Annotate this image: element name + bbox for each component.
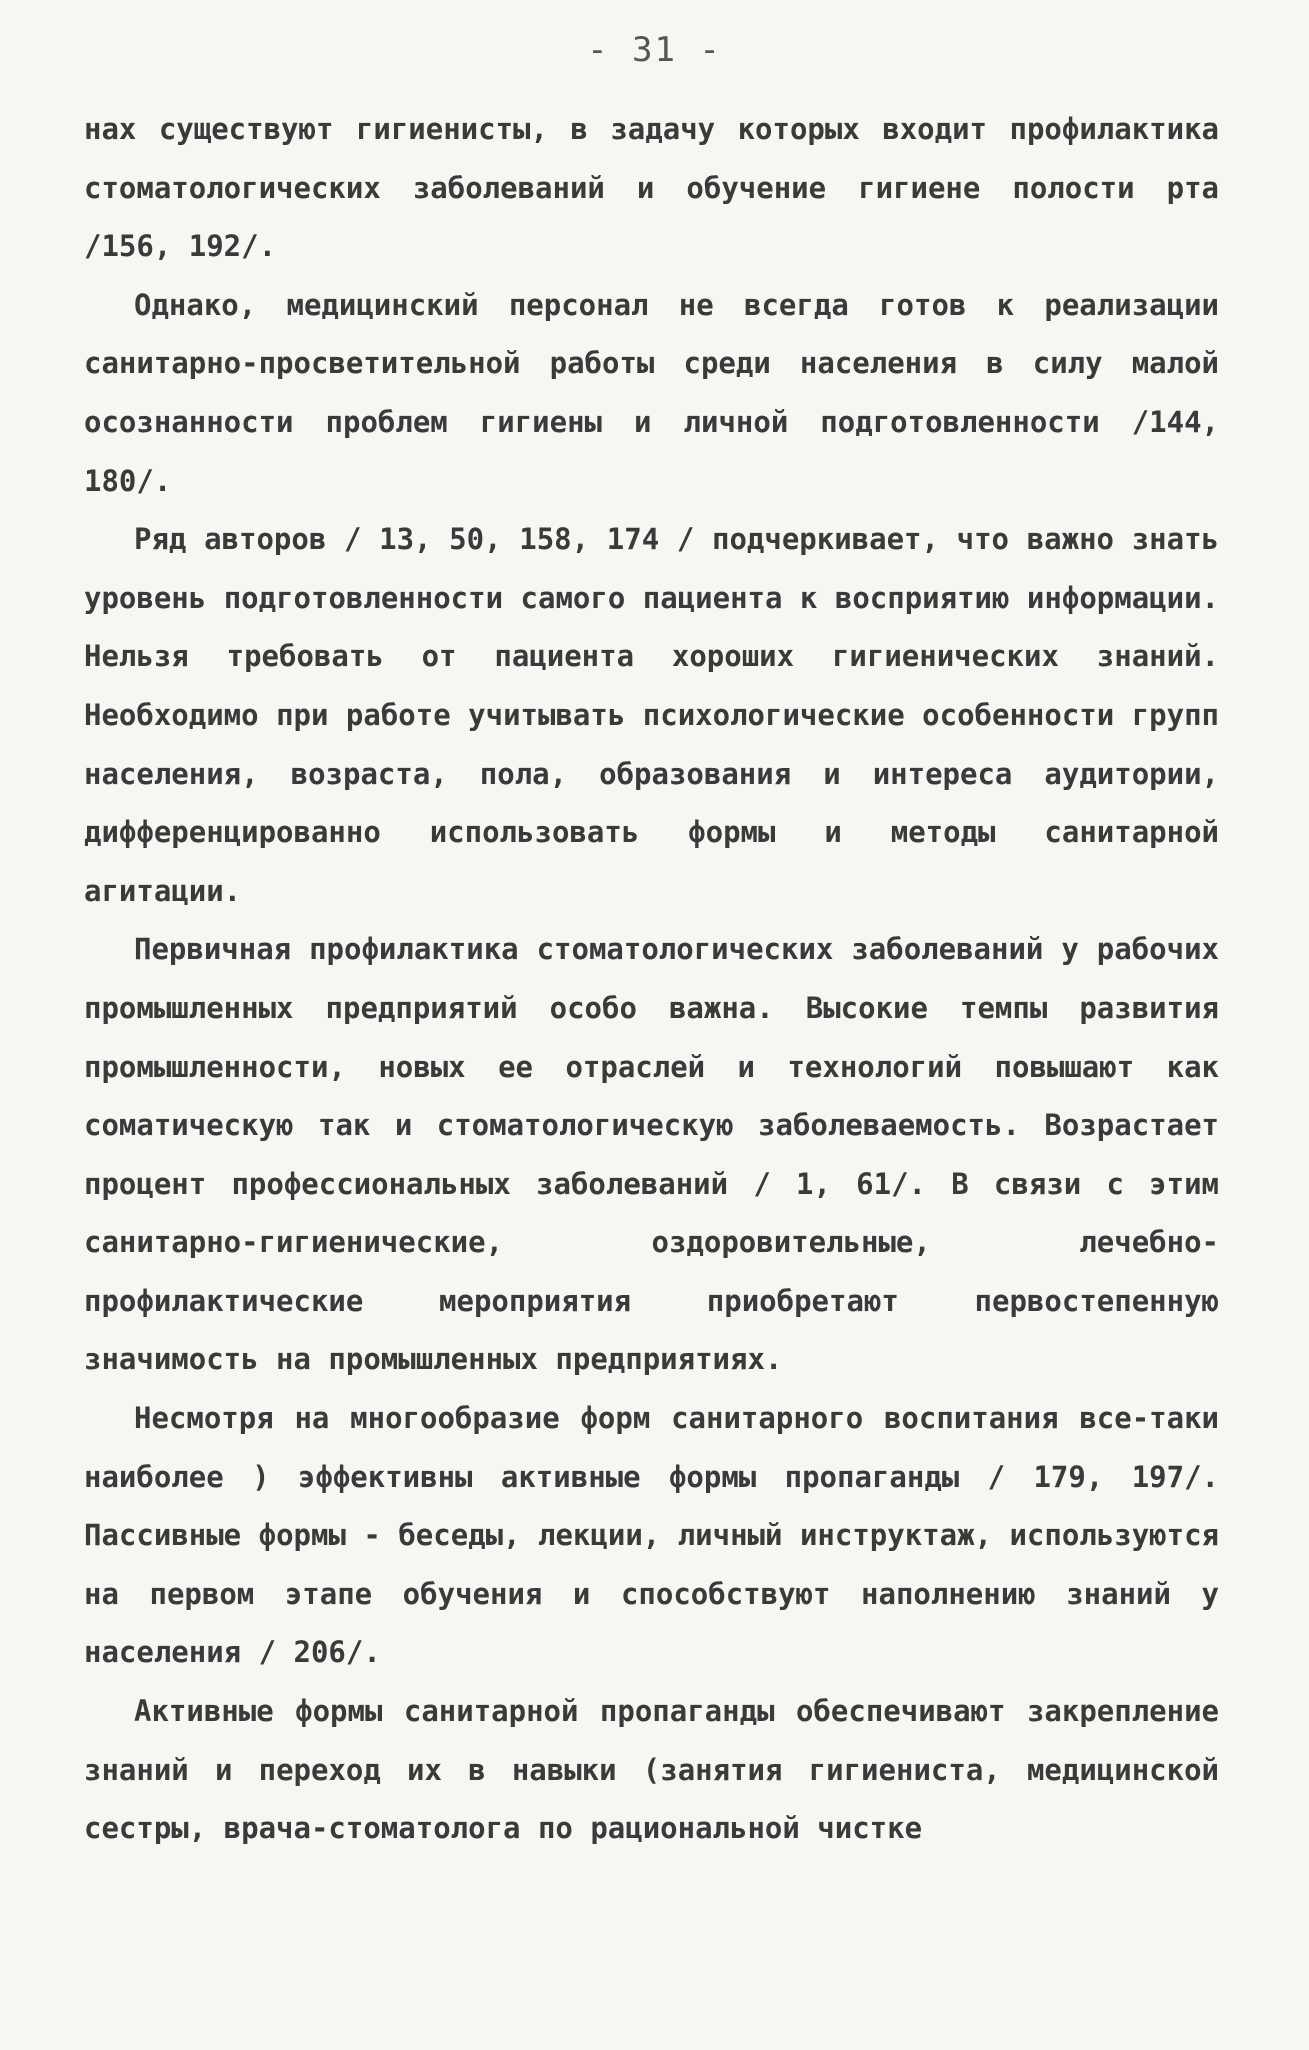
body-text	[84, 100, 1219, 1858]
paragraph: Ряд авторов / 13, 50, 158, 174 / подчеркивает, что важно знать уровень подготовленности самого пациента к восприятию информации. Нельзя требовать от пациента хороших гигиенических знаний. Необходимо при работе учитывать психологические особенности групп населения, возраста, пола, образования и интереса аудитории, дифференцированно использовать формы и методы санитарной агитации.	[84, 522, 1219, 908]
paragraph: Несмотря на многообразие форм санитарного воспитания все-таки наиболее ) эффективны активные формы пропаганды / 179, 197/. Пассивные формы - беседы, лекции, личный инструктаж, используются на первом этапе обучения и способствуют наполнению знаний у населения / 206/.	[84, 1401, 1219, 1670]
page-number: - 31 -	[587, 30, 722, 70]
paragraph: Активные формы санитарной пропаганды обеспечивают закрепление знаний и переход их в навыки (занятия гигиениста, медицинской сестры, врача-стоматолога по рациональной чистке	[84, 1694, 1219, 1846]
paragraph: Первичная профилактика стоматологических заболеваний у рабочих промышленных предприятий особо важна. Высокие темпы развития промышленности, новых ее отраслей и технологий повышают как соматическую так и стоматологическую заболеваемость. Возрастает процент профессиональных заболеваний / 1, 61/. В связи с этим санитарно-гигиенические, оздоровительные, лечебно-профилактические мероприятия приобретают первостепенную значимость на промышленных предприятиях.	[84, 932, 1219, 1377]
paragraph-continuation: нах существуют гигиенисты, в задачу которых входит профилактика стоматологических заболеваний и обучение гигиене полости рта /156, 192/.	[84, 112, 1219, 264]
paragraph: Однако, медицинский персонал не всегда готов к реализации санитарно-просветительной работы среди населения в силу малой осознанности проблем гигиены и личной подготовленности /144, 180/.	[84, 287, 1219, 498]
